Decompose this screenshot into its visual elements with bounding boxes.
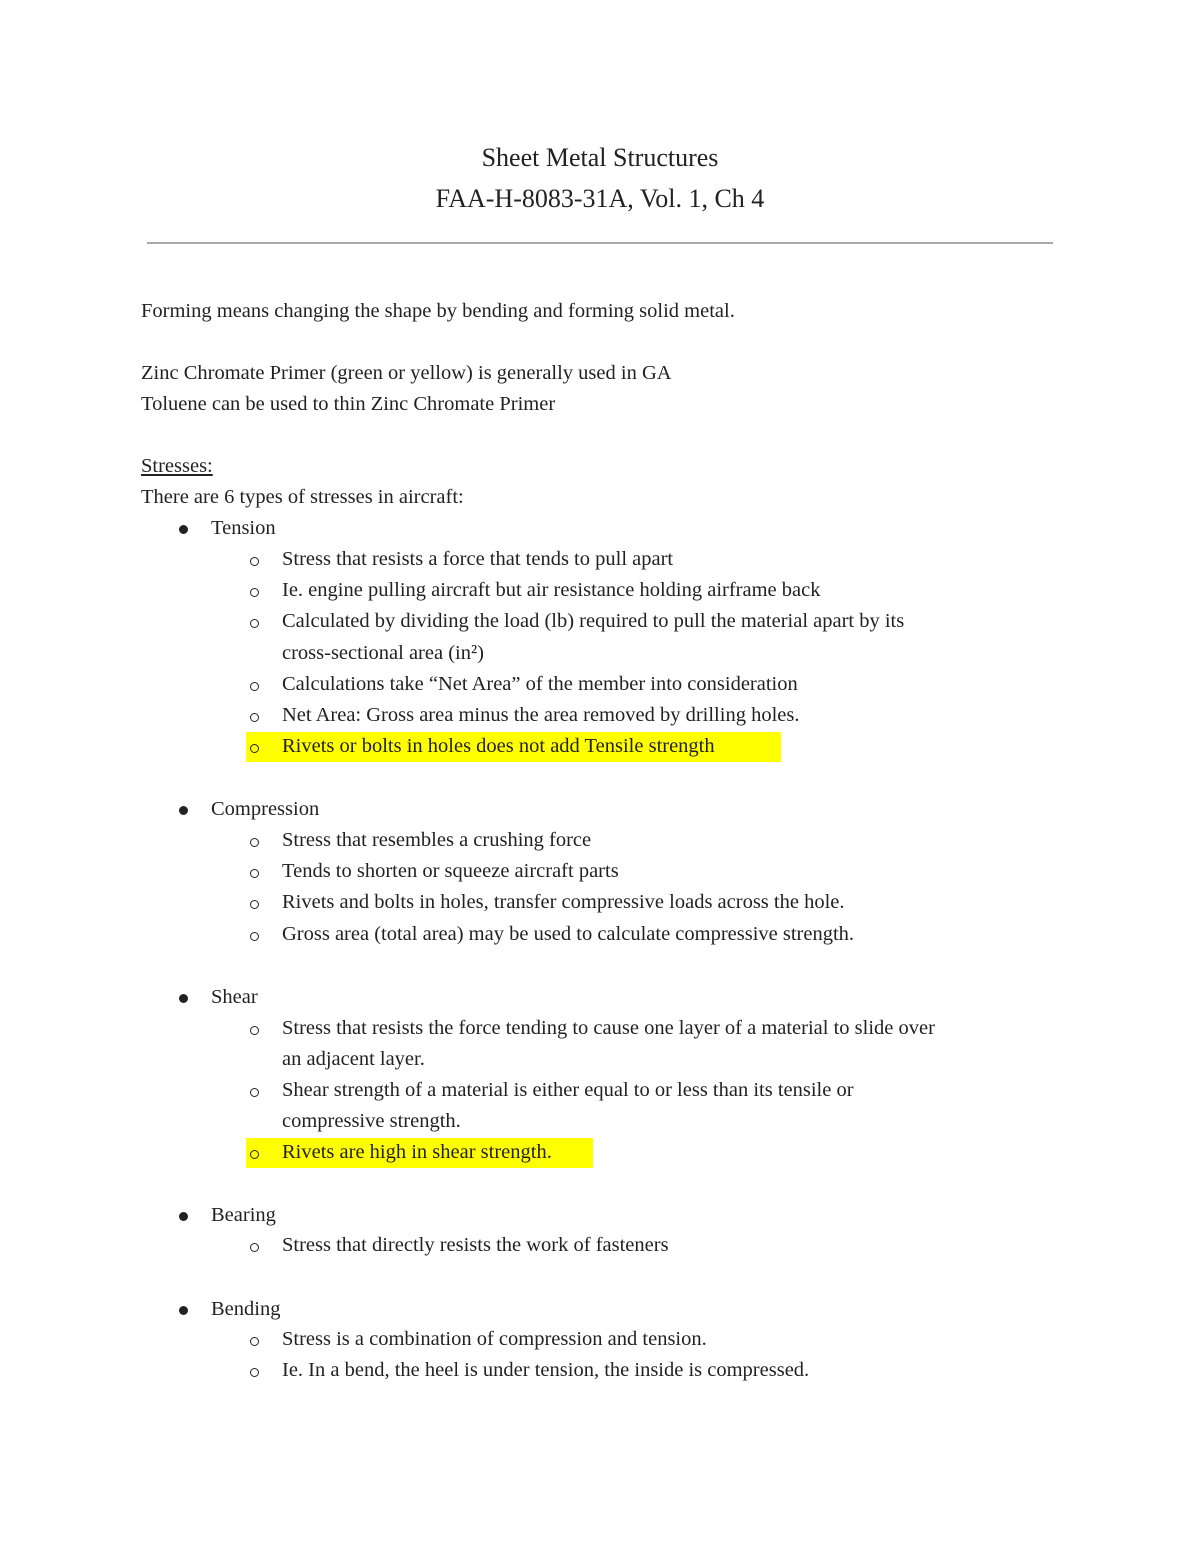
list-item-continuation: an adjacent layer. [282, 1048, 425, 1070]
tension-label: Tension [211, 517, 276, 539]
bullet-icon [179, 1306, 188, 1315]
list-item: Shear strength of a material is either equal to or less than its tensile or [282, 1079, 854, 1101]
document-title: Sheet Metal Structures [481, 143, 719, 172]
highlighted-list-item: Rivets are high in shear strength. [282, 1141, 552, 1163]
bullet-icon [179, 525, 188, 534]
circle-bullet-icon [250, 619, 259, 628]
stresses-summary: There are 6 types of stresses in aircraft: [141, 486, 464, 508]
stresses-heading: Stresses: [141, 455, 213, 477]
list-item-continuation: compressive strength. [282, 1110, 461, 1132]
forming-paragraph: Forming means changing the shape by bending and forming solid metal. [141, 300, 735, 322]
circle-bullet-icon [250, 1150, 259, 1159]
highlighted-list-item: Rivets or bolts in holes does not add Tensile strength [282, 735, 715, 757]
circle-bullet-icon [250, 588, 259, 597]
circle-bullet-icon [250, 1026, 259, 1035]
circle-bullet-icon [250, 1243, 259, 1252]
bending-label: Bending [211, 1298, 281, 1320]
circle-bullet-icon [250, 682, 259, 691]
circle-bullet-icon [250, 838, 259, 847]
compression-label: Compression [211, 798, 320, 820]
list-item: Stress is a combination of compression and tension. [282, 1328, 707, 1350]
list-item: Stress that resembles a crushing force [282, 829, 592, 851]
list-item: Stress that resists the force tending to cause one layer of a material to slide over [282, 1017, 935, 1039]
list-item: Stress that resists a force that tends to pull apart [282, 548, 674, 570]
list-item: Calculated by dividing the load (lb) required to pull the material apart by its [282, 610, 905, 632]
circle-bullet-icon [250, 869, 259, 878]
circle-bullet-icon [250, 1368, 259, 1377]
circle-bullet-icon [250, 1337, 259, 1346]
circle-bullet-icon [250, 1088, 259, 1097]
bullet-icon [179, 994, 188, 1003]
horizontal-rule [147, 242, 1053, 244]
circle-bullet-icon [250, 932, 259, 941]
list-item: Ie. engine pulling aircraft but air resistance holding airframe back [282, 579, 821, 601]
bullet-icon [179, 806, 188, 815]
list-item: Calculations take “Net Area” of the member into consideration [282, 673, 798, 695]
list-item: Gross area (total area) may be used to calculate compressive strength. [282, 923, 855, 945]
bearing-label: Bearing [211, 1204, 276, 1226]
list-item: Rivets and bolts in holes, transfer compressive loads across the hole. [282, 891, 845, 913]
document-subtitle: FAA-H-8083-31A, Vol. 1, Ch 4 [435, 184, 765, 213]
shear-label: Shear [211, 986, 258, 1008]
list-item: Stress that directly resists the work of fasteners [282, 1234, 669, 1256]
zinc-primer-paragraph: Zinc Chromate Primer (green or yellow) is generally used in GA [141, 362, 672, 384]
list-item: Tends to shorten or squeeze aircraft parts [282, 860, 619, 882]
circle-bullet-icon [250, 900, 259, 909]
circle-bullet-icon [250, 557, 259, 566]
circle-bullet-icon [250, 744, 259, 753]
bullet-icon [179, 1212, 188, 1221]
list-item: Ie. In a bend, the heel is under tension, the inside is compressed. [282, 1359, 810, 1381]
list-item-continuation: cross-sectional area (in²) [282, 642, 484, 664]
list-item: Net Area: Gross area minus the area removed by drilling holes. [282, 704, 800, 726]
circle-bullet-icon [250, 713, 259, 722]
toluene-paragraph: Toluene can be used to thin Zinc Chromate Primer [141, 393, 556, 415]
